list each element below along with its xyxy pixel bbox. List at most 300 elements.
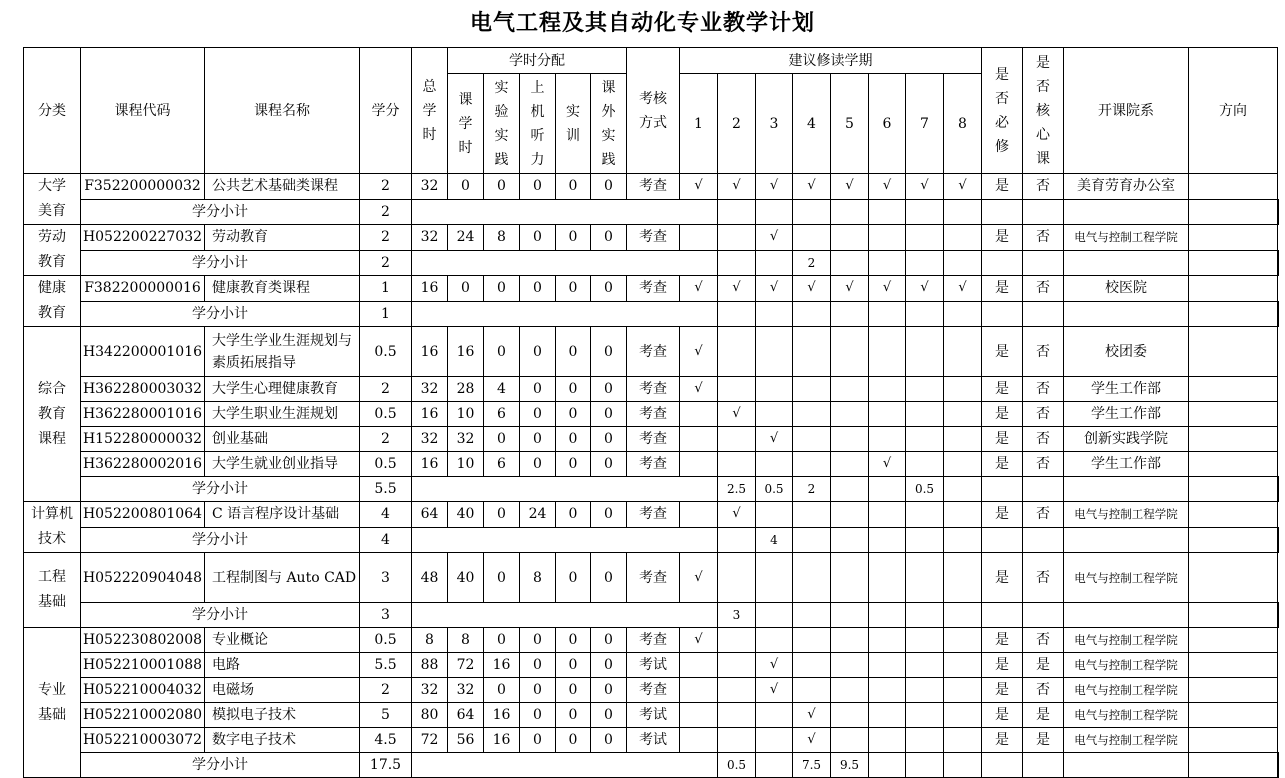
course-code: H362280001016 xyxy=(81,402,205,427)
semester-1-cell xyxy=(680,502,718,528)
training-hours: 0 xyxy=(556,327,591,377)
department: 学生工作部 xyxy=(1064,377,1189,402)
direction xyxy=(1189,678,1278,703)
semester-2-cell: √ xyxy=(718,174,756,200)
course-name: 公共艺术基础类课程 xyxy=(205,174,360,200)
lecture-hours: 72 xyxy=(448,653,484,678)
course-row xyxy=(24,377,1279,402)
credits: 4 xyxy=(360,502,412,528)
semester-4-cell: √ xyxy=(793,174,831,200)
subtotal-semester-6 xyxy=(906,603,944,628)
extracurricular-hours: 0 xyxy=(591,728,627,753)
course-row xyxy=(24,728,1279,753)
course-code: H052210002080 xyxy=(81,703,205,728)
category-label: 劳动教育 xyxy=(38,229,66,270)
course-name: 大学生就业创业指导 xyxy=(205,452,360,477)
semester-6-cell xyxy=(869,728,906,753)
subtotal-label: 学分小计 xyxy=(81,753,360,778)
training-hours: 0 xyxy=(556,502,591,528)
subtotal-semester-5 xyxy=(869,753,906,778)
training-hours: 0 xyxy=(556,225,591,251)
semester-2-cell: √ xyxy=(718,402,756,427)
semester-7-cell xyxy=(906,427,944,452)
course-code: H052210003072 xyxy=(81,728,205,753)
computer-hours: 0 xyxy=(520,225,556,251)
semester-1-cell xyxy=(680,402,718,427)
subtotal-semester-4 xyxy=(831,477,869,502)
credits: 0.5 xyxy=(360,327,412,377)
semester-7-cell xyxy=(906,327,944,377)
department: 电气与控制工程学院 xyxy=(1064,628,1189,653)
total-hours: 72 xyxy=(412,728,448,753)
header-semesters: 建议修读学期 xyxy=(680,48,982,74)
subtotal-semester-4 xyxy=(831,603,869,628)
semester-7-cell: √ xyxy=(906,174,944,200)
subtotal-blank xyxy=(412,753,718,778)
subtotal-row xyxy=(24,603,1279,628)
course-row xyxy=(24,553,1279,603)
core: 否 xyxy=(1023,327,1064,377)
semester-4-cell xyxy=(793,402,831,427)
subtotal-label: 学分小计 xyxy=(81,603,360,628)
subtotal-department xyxy=(1189,753,1278,778)
department: 校团委 xyxy=(1064,327,1189,377)
total-hours: 16 xyxy=(412,452,448,477)
credits: 4.5 xyxy=(360,728,412,753)
category-cell xyxy=(24,327,81,502)
subtotal-department xyxy=(1189,527,1278,553)
experiment-hours: 0 xyxy=(484,678,520,703)
department: 创新实践学院 xyxy=(1064,427,1189,452)
semester-1-cell: √ xyxy=(680,174,718,200)
course-name: 健康教育类课程 xyxy=(205,276,360,302)
category-label: 工程基础 xyxy=(38,569,66,610)
training-hours: 0 xyxy=(556,276,591,302)
subtotal-row xyxy=(24,527,1279,553)
direction xyxy=(1189,703,1278,728)
semester-5-cell xyxy=(831,402,869,427)
extracurricular-hours: 0 xyxy=(591,377,627,402)
course-code: H052200227032 xyxy=(81,225,205,251)
subtotal-department xyxy=(1189,477,1278,502)
header-course-name: 课程名称 xyxy=(205,48,360,174)
semester-8-cell xyxy=(944,427,982,452)
subtotal-semester-5 xyxy=(869,477,906,502)
semester-3-cell: √ xyxy=(756,276,793,302)
total-hours: 16 xyxy=(412,402,448,427)
lecture-hours: 0 xyxy=(448,174,484,200)
semester-1-cell: √ xyxy=(680,276,718,302)
course-code: H052230802008 xyxy=(81,628,205,653)
semester-8-cell xyxy=(944,452,982,477)
subtotal-label: 学分小计 xyxy=(81,301,360,327)
semester-8-cell xyxy=(944,402,982,427)
core: 否 xyxy=(1023,427,1064,452)
subtotal-semester-1 xyxy=(718,250,756,276)
subtotal-department xyxy=(1189,250,1278,276)
semester-3-cell xyxy=(756,452,793,477)
credits: 0.5 xyxy=(360,628,412,653)
semester-4-cell xyxy=(793,653,831,678)
extracurricular-hours: 0 xyxy=(591,678,627,703)
experiment-hours: 8 xyxy=(484,225,520,251)
semester-7-cell xyxy=(906,653,944,678)
semester-2-cell xyxy=(718,327,756,377)
course-code: H052210001088 xyxy=(81,653,205,678)
subtotal-semester-1: 3 xyxy=(718,603,756,628)
experiment-hours: 6 xyxy=(484,452,520,477)
semester-7-cell xyxy=(906,402,944,427)
core: 否 xyxy=(1023,402,1064,427)
category-label: 健康教育 xyxy=(38,280,66,321)
required: 是 xyxy=(982,502,1023,528)
category-cell xyxy=(24,553,81,628)
subtotal-required xyxy=(1023,603,1064,628)
semester-3-cell xyxy=(756,728,793,753)
semester-3-cell: √ xyxy=(756,225,793,251)
lecture-hours: 32 xyxy=(448,678,484,703)
category-label: 专业基础 xyxy=(38,681,66,723)
semester-2-cell xyxy=(718,728,756,753)
semester-4-cell: √ xyxy=(793,276,831,302)
lecture-hours: 10 xyxy=(448,402,484,427)
total-hours: 16 xyxy=(412,276,448,302)
subtotal-semester-8 xyxy=(982,199,1023,225)
page-title: 电气工程及其自动化专业教学计划 xyxy=(469,11,815,36)
credits: 3 xyxy=(360,553,412,603)
direction xyxy=(1189,728,1278,753)
semester-8-cell xyxy=(944,728,982,753)
semester-6-cell: √ xyxy=(869,452,906,477)
semester-7-cell xyxy=(906,452,944,477)
course-name: 大学生职业生涯规划 xyxy=(205,402,360,427)
assessment: 考查 xyxy=(627,327,680,377)
assessment: 考查 xyxy=(627,225,680,251)
semester-2-cell: √ xyxy=(718,502,756,528)
subtotal-semester-8 xyxy=(982,477,1023,502)
header-experiment: 实验实践 xyxy=(484,74,520,174)
subtotal-core xyxy=(1064,603,1189,628)
semester-5-cell xyxy=(831,628,869,653)
extracurricular-hours: 0 xyxy=(591,402,627,427)
semester-3-cell xyxy=(756,377,793,402)
header-course-code: 课程代码 xyxy=(81,48,205,174)
course-row xyxy=(24,628,1279,653)
lecture-hours: 10 xyxy=(448,452,484,477)
subtotal-semester-7 xyxy=(944,753,982,778)
course-code: H362280003032 xyxy=(81,377,205,402)
course-row xyxy=(24,678,1279,703)
course-code: F352200000032 xyxy=(81,174,205,200)
assessment: 考试 xyxy=(627,728,680,753)
computer-hours: 0 xyxy=(520,452,556,477)
subtotal-semester-3: 7.5 xyxy=(793,753,831,778)
credits: 5 xyxy=(360,703,412,728)
course-name: 电路 xyxy=(205,653,360,678)
subtotal-semester-5 xyxy=(869,199,906,225)
extracurricular-hours: 0 xyxy=(591,703,627,728)
course-code: H152280000032 xyxy=(81,427,205,452)
core: 否 xyxy=(1023,225,1064,251)
course-row xyxy=(24,703,1279,728)
category-cell xyxy=(24,225,81,276)
header-assessment: 考核方式 xyxy=(627,48,680,174)
required: 是 xyxy=(982,553,1023,603)
subtotal-required xyxy=(1023,753,1064,778)
category-label: 计算机技术 xyxy=(31,506,73,547)
subtotal-semester-1: 2.5 xyxy=(718,477,756,502)
subtotal-row xyxy=(24,250,1279,276)
subtotal-semester-5 xyxy=(869,301,906,327)
subtotal-semester-1: 0.5 xyxy=(718,753,756,778)
semester-5-cell xyxy=(831,225,869,251)
lecture-hours: 56 xyxy=(448,728,484,753)
direction xyxy=(1189,427,1278,452)
core: 否 xyxy=(1023,174,1064,200)
course-name: 电磁场 xyxy=(205,678,360,703)
required: 是 xyxy=(982,174,1023,200)
subtotal-semester-7 xyxy=(944,199,982,225)
experiment-hours: 0 xyxy=(484,427,520,452)
semester-5-cell xyxy=(831,653,869,678)
subtotal-label: 学分小计 xyxy=(81,527,360,553)
course-row xyxy=(24,174,1279,200)
semester-6-cell xyxy=(869,653,906,678)
subtotal-core xyxy=(1064,527,1189,553)
semester-8-cell xyxy=(944,327,982,377)
course-row xyxy=(24,225,1279,251)
semester-6-cell xyxy=(869,377,906,402)
subtotal-semester-8 xyxy=(982,753,1023,778)
category-label: 大学美育 xyxy=(38,178,66,219)
subtotal-blank xyxy=(412,199,718,225)
assessment: 考查 xyxy=(627,402,680,427)
subtotal-credits: 2 xyxy=(360,199,412,225)
subtotal-required xyxy=(1023,250,1064,276)
subtotal-label: 学分小计 xyxy=(81,250,360,276)
semester-7-cell xyxy=(906,502,944,528)
total-hours: 8 xyxy=(412,628,448,653)
subtotal-semester-4 xyxy=(831,301,869,327)
semester-3-cell: √ xyxy=(756,653,793,678)
course-row xyxy=(24,452,1279,477)
semester-8-cell xyxy=(944,502,982,528)
subtotal-core xyxy=(1064,250,1189,276)
core: 是 xyxy=(1023,728,1064,753)
subtotal-blank xyxy=(412,603,718,628)
subtotal-required xyxy=(1023,477,1064,502)
subtotal-direction xyxy=(1278,753,1279,778)
header-training: 实训 xyxy=(556,74,591,174)
direction xyxy=(1189,225,1278,251)
subtotal-semester-2 xyxy=(756,199,793,225)
semester-6-cell xyxy=(869,225,906,251)
direction xyxy=(1189,653,1278,678)
training-hours: 0 xyxy=(556,452,591,477)
subtotal-direction xyxy=(1278,603,1279,628)
extracurricular-hours: 0 xyxy=(591,452,627,477)
computer-hours: 0 xyxy=(520,728,556,753)
semester-4-cell xyxy=(793,553,831,603)
department: 电气与控制工程学院 xyxy=(1064,728,1189,753)
subtotal-semester-6 xyxy=(906,250,944,276)
subtotal-direction xyxy=(1278,527,1279,553)
core: 否 xyxy=(1023,276,1064,302)
subtotal-semester-3 xyxy=(793,199,831,225)
course-code: H342200001016 xyxy=(81,327,205,377)
course-code: H362280002016 xyxy=(81,452,205,477)
subtotal-semester-8 xyxy=(982,250,1023,276)
subtotal-semester-4 xyxy=(831,527,869,553)
subtotal-blank xyxy=(412,250,718,276)
training-hours: 0 xyxy=(556,402,591,427)
category-cell xyxy=(24,276,81,327)
semester-4-cell xyxy=(793,502,831,528)
computer-hours: 0 xyxy=(520,174,556,200)
credits: 1 xyxy=(360,276,412,302)
assessment: 考试 xyxy=(627,653,680,678)
subtotal-semester-6 xyxy=(906,753,944,778)
credits: 0.5 xyxy=(360,452,412,477)
extracurricular-hours: 0 xyxy=(591,225,627,251)
subtotal-semester-8 xyxy=(982,603,1023,628)
semester-7-cell xyxy=(906,728,944,753)
subtotal-credits: 1 xyxy=(360,301,412,327)
experiment-hours: 16 xyxy=(484,653,520,678)
semester-7-cell xyxy=(906,377,944,402)
subtotal-semester-7 xyxy=(944,301,982,327)
subtotal-direction xyxy=(1278,301,1279,327)
subtotal-semester-2: 0.5 xyxy=(756,477,793,502)
training-hours: 0 xyxy=(556,427,591,452)
semester-1-cell xyxy=(680,452,718,477)
total-hours: 32 xyxy=(412,225,448,251)
training-hours: 0 xyxy=(556,553,591,603)
semester-1-cell: √ xyxy=(680,377,718,402)
subtotal-semester-3: 2 xyxy=(793,250,831,276)
subtotal-credits: 3 xyxy=(360,603,412,628)
semester-3-cell xyxy=(756,703,793,728)
credits: 2 xyxy=(360,377,412,402)
semester-6-cell xyxy=(869,553,906,603)
semester-2-cell xyxy=(718,553,756,603)
credits: 2 xyxy=(360,427,412,452)
semester-6-cell xyxy=(869,678,906,703)
header-extracurricular: 课外实践 xyxy=(591,74,627,174)
total-hours: 32 xyxy=(412,377,448,402)
extracurricular-hours: 0 xyxy=(591,502,627,528)
total-hours: 32 xyxy=(412,678,448,703)
semester-2-cell xyxy=(718,427,756,452)
header-semester-4: 4 xyxy=(793,74,831,174)
header-semester-8: 8 xyxy=(944,74,982,174)
subtotal-credits: 5.5 xyxy=(360,477,412,502)
experiment-hours: 16 xyxy=(484,703,520,728)
semester-3-cell xyxy=(756,402,793,427)
course-name: 数字电子技术 xyxy=(205,728,360,753)
semester-2-cell xyxy=(718,452,756,477)
direction xyxy=(1189,402,1278,427)
direction xyxy=(1189,452,1278,477)
semester-6-cell xyxy=(869,502,906,528)
subtotal-semester-4 xyxy=(831,250,869,276)
core: 是 xyxy=(1023,653,1064,678)
subtotal-semester-5 xyxy=(869,603,906,628)
semester-3-cell: √ xyxy=(756,427,793,452)
course-row xyxy=(24,402,1279,427)
subtotal-semester-1 xyxy=(718,199,756,225)
semester-8-cell: √ xyxy=(944,174,982,200)
semester-1-cell: √ xyxy=(680,553,718,603)
semester-5-cell xyxy=(831,452,869,477)
subtotal-blank xyxy=(412,527,718,553)
subtotal-direction xyxy=(1278,250,1279,276)
subtotal-row xyxy=(24,753,1279,778)
semester-5-cell xyxy=(831,678,869,703)
subtotal-department xyxy=(1189,603,1278,628)
department: 电气与控制工程学院 xyxy=(1064,703,1189,728)
department: 电气与控制工程学院 xyxy=(1064,502,1189,528)
semester-4-cell: √ xyxy=(793,703,831,728)
core: 否 xyxy=(1023,377,1064,402)
assessment: 考查 xyxy=(627,553,680,603)
semester-2-cell: √ xyxy=(718,276,756,302)
subtotal-credits: 4 xyxy=(360,527,412,553)
total-hours: 64 xyxy=(412,502,448,528)
training-hours: 0 xyxy=(556,728,591,753)
semester-6-cell xyxy=(869,427,906,452)
subtotal-semester-5 xyxy=(869,527,906,553)
subtotal-semester-3 xyxy=(793,603,831,628)
semester-1-cell: √ xyxy=(680,327,718,377)
experiment-hours: 0 xyxy=(484,502,520,528)
header-direction: 方向 xyxy=(1189,48,1278,174)
teaching-plan-table xyxy=(23,47,1279,778)
subtotal-semester-2 xyxy=(756,753,793,778)
direction xyxy=(1189,276,1278,302)
header-semester-5: 5 xyxy=(831,74,869,174)
header-credits: 学分 xyxy=(360,48,412,174)
semester-8-cell xyxy=(944,703,982,728)
header-lecture: 课学时 xyxy=(448,74,484,174)
assessment: 考查 xyxy=(627,678,680,703)
subtotal-semester-4 xyxy=(831,199,869,225)
subtotal-row xyxy=(24,477,1279,502)
subtotal-blank xyxy=(412,301,718,327)
assessment: 考查 xyxy=(627,377,680,402)
subtotal-direction xyxy=(1278,199,1279,225)
lecture-hours: 24 xyxy=(448,225,484,251)
header-department: 开课院系 xyxy=(1064,48,1189,174)
department: 学生工作部 xyxy=(1064,452,1189,477)
required: 是 xyxy=(982,653,1023,678)
semester-1-cell xyxy=(680,678,718,703)
course-name: 大学生心理健康教育 xyxy=(205,377,360,402)
semester-6-cell xyxy=(869,628,906,653)
semester-1-cell: √ xyxy=(680,628,718,653)
core: 否 xyxy=(1023,502,1064,528)
training-hours: 0 xyxy=(556,628,591,653)
semester-3-cell xyxy=(756,628,793,653)
semester-5-cell xyxy=(831,553,869,603)
subtotal-department xyxy=(1189,301,1278,327)
subtotal-core xyxy=(1064,477,1189,502)
required: 是 xyxy=(982,452,1023,477)
subtotal-core xyxy=(1064,301,1189,327)
semester-2-cell xyxy=(718,678,756,703)
experiment-hours: 0 xyxy=(484,276,520,302)
semester-4-cell: √ xyxy=(793,728,831,753)
